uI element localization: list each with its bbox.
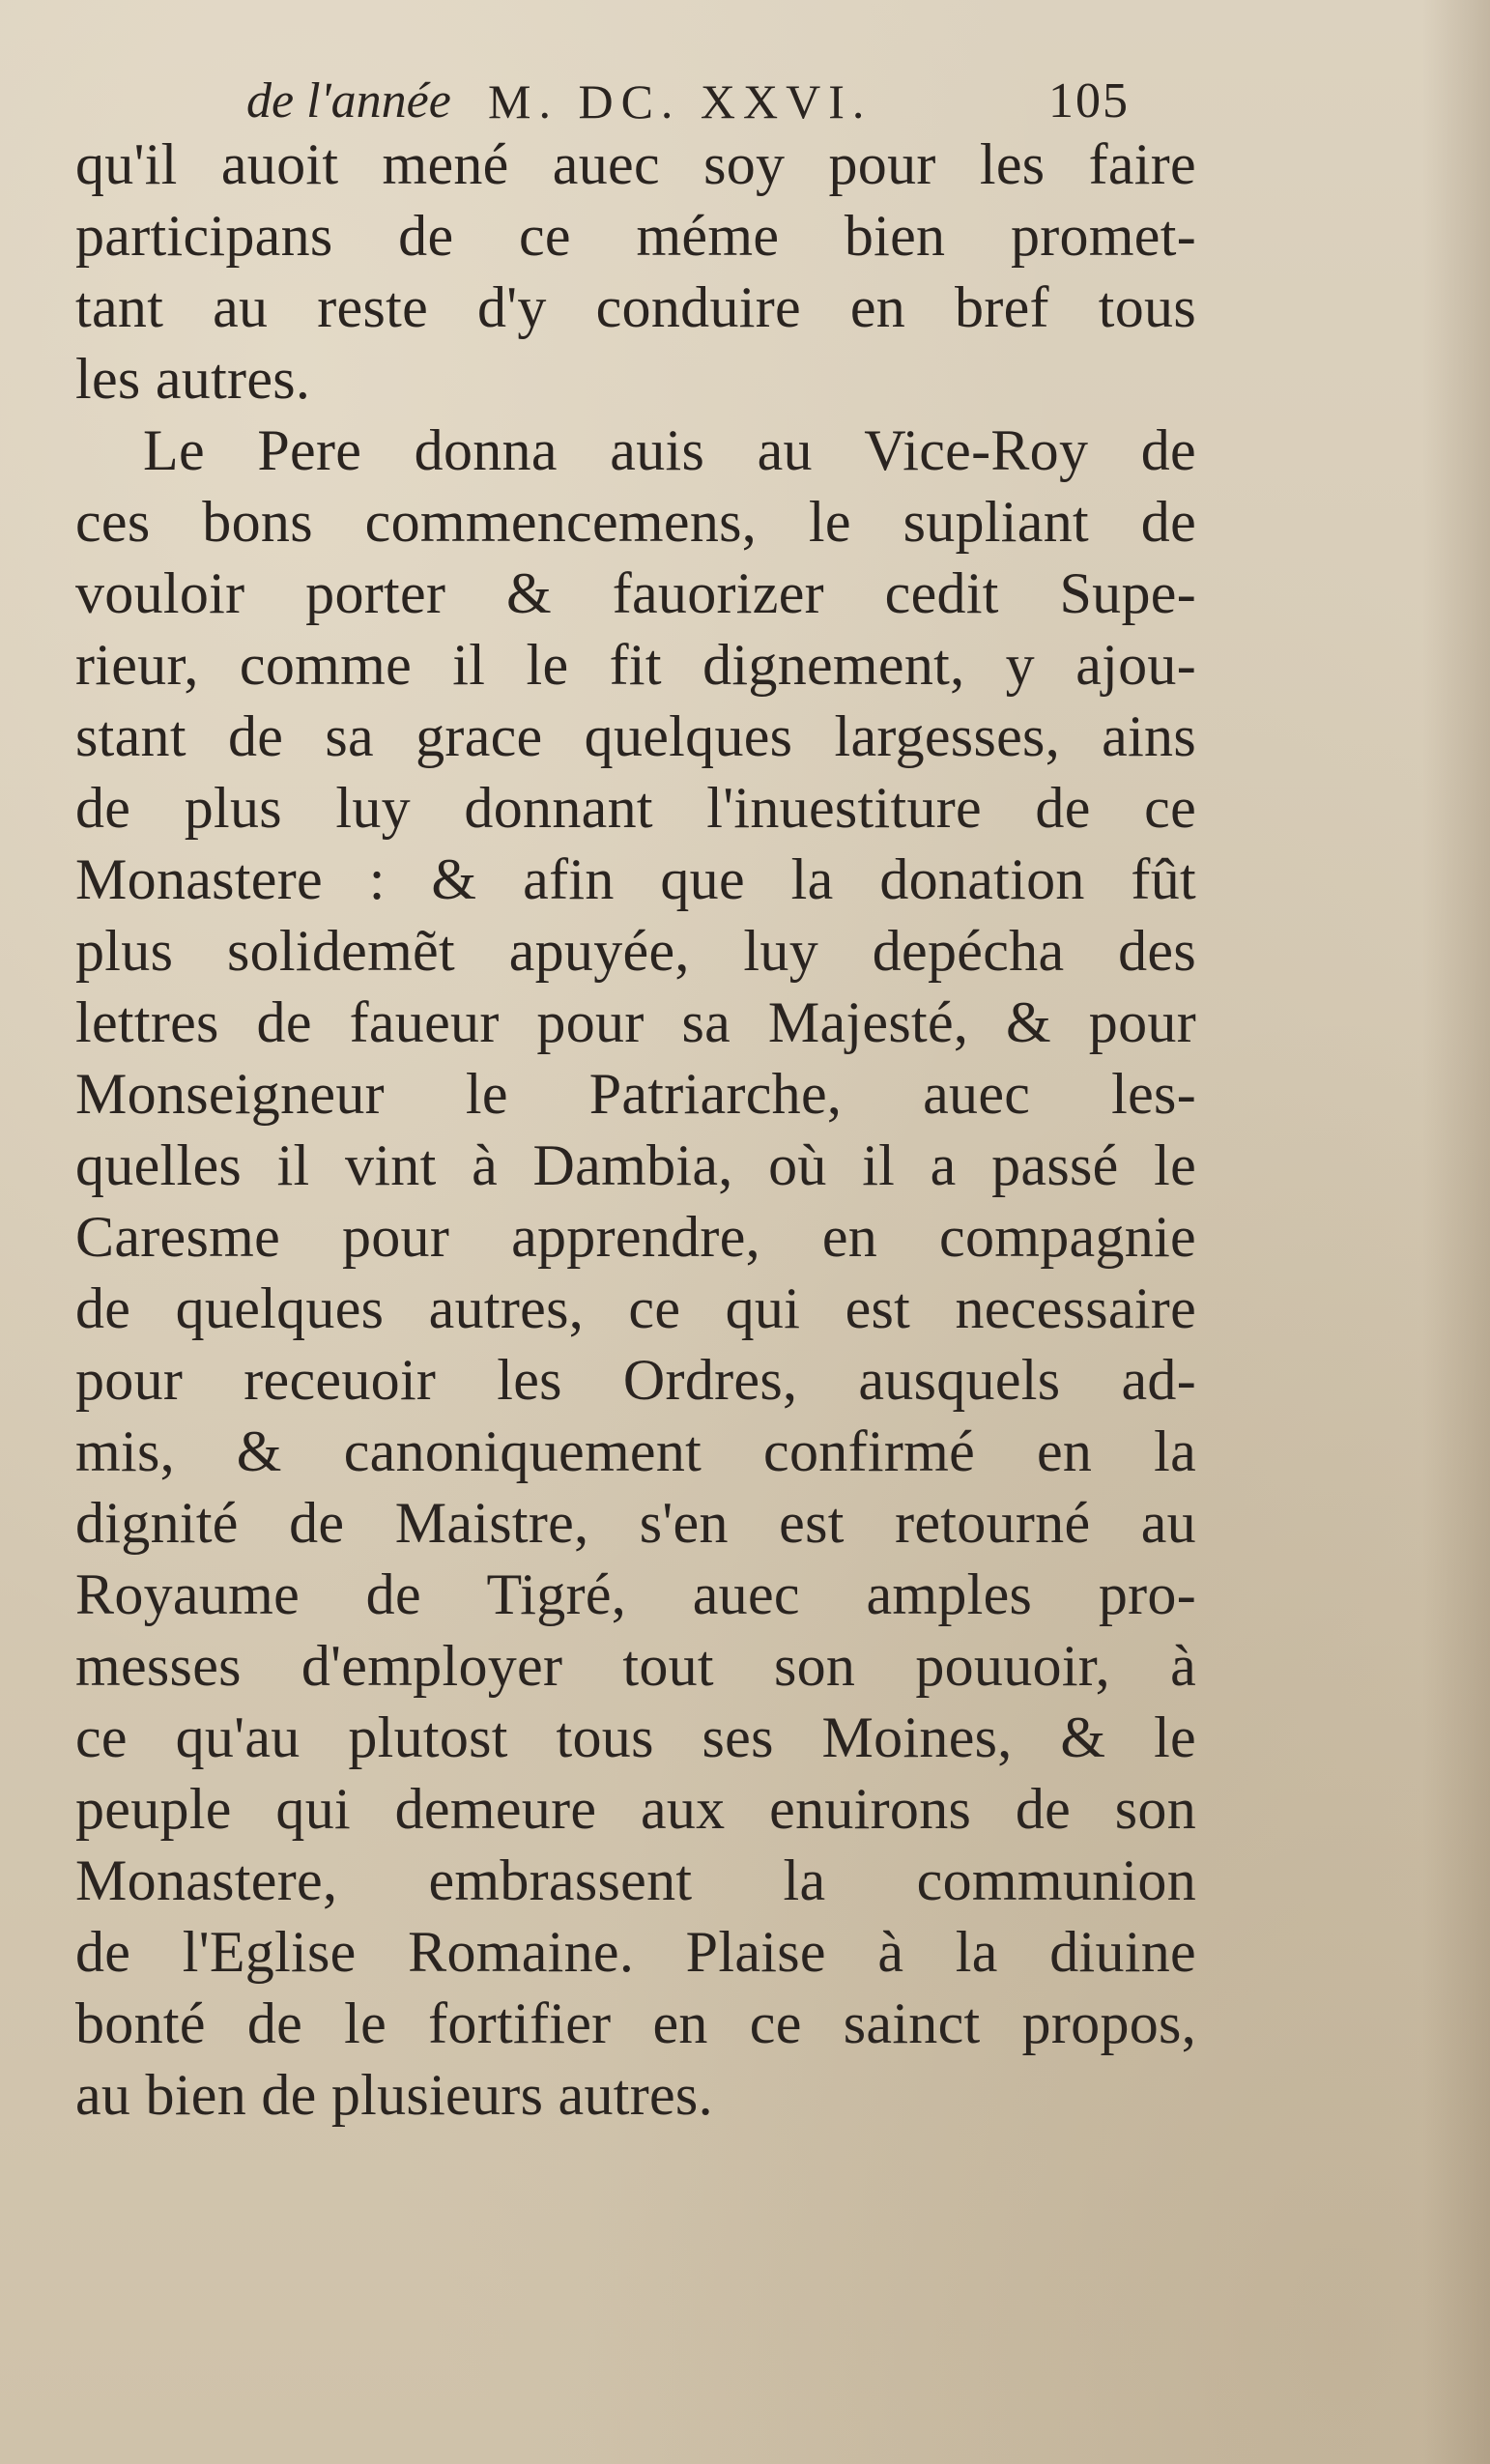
text-line: lettres de faueur pour sa Majesté, & pour bbox=[75, 990, 1196, 1054]
text-line: Monastere : & afin que la donation fût bbox=[75, 847, 1196, 911]
text-line: de l'Eglise Romaine. Plaise à la diuine bbox=[75, 1920, 1196, 1984]
text-line: qu'il auoit mené auec soy pour les faire bbox=[75, 132, 1196, 196]
body-text bbox=[75, 129, 1196, 2131]
text-line: au bien de plusieurs autres. bbox=[75, 2063, 713, 2127]
text-line: Caresme pour apprendre, en compagnie bbox=[75, 1205, 1196, 1269]
text-line: peuple qui demeure aux enuirons de son bbox=[75, 1777, 1196, 1841]
text-line: Monastere, embrassent la communion bbox=[75, 1848, 1196, 1912]
text-line: rieur, comme il le fit dignement, y ajou- bbox=[75, 633, 1196, 697]
text-line: ces bons commencemens, le supliant de bbox=[75, 490, 1196, 554]
text-line: tant au reste d'y conduire en bref tous bbox=[75, 275, 1196, 339]
page-edge-shadow bbox=[1422, 0, 1490, 2464]
page-number: 105 bbox=[1048, 73, 1130, 129]
text-line: stant de sa grace quelques largesses, ains bbox=[75, 704, 1196, 768]
text-line: mis, & canoniquement confirmé en la bbox=[75, 1419, 1196, 1483]
text-line: Le Pere donna auis au Vice-Roy de bbox=[143, 418, 1196, 482]
text-line: Monseigneur le Patriarche, auec les- bbox=[75, 1062, 1196, 1126]
text-line: plus solidemẽt apuyée, luy depécha des bbox=[75, 919, 1196, 983]
text-line: bonté de le fortifier en ce sainct propos, bbox=[75, 1991, 1196, 2055]
running-title: de l'année bbox=[246, 73, 451, 129]
text-line: participans de ce méme bien promet- bbox=[75, 204, 1196, 268]
running-head bbox=[246, 68, 1213, 135]
text-line: dignité de Maistre, s'en est retourné au bbox=[75, 1491, 1196, 1555]
text-line: pour receuoir les Ordres, ausquels ad- bbox=[75, 1348, 1196, 1412]
text-line: messes d'employer tout son pouuoir, à bbox=[75, 1634, 1196, 1698]
text-line: de plus luy donnant l'inuestiture de ce bbox=[75, 776, 1196, 840]
text-line: quelles il vint à Dambia, où il a passé le bbox=[75, 1133, 1196, 1197]
text-line: les autres. bbox=[75, 347, 311, 411]
text-line: vouloir porter & fauorizer cedit Supe- bbox=[75, 561, 1196, 625]
text-line: ce qu'au plutost tous ses Moines, & le bbox=[75, 1705, 1196, 1769]
running-year: M. DC. XXVI. bbox=[488, 74, 873, 129]
text-line: de quelques autres, ce qui est necessaire bbox=[75, 1276, 1196, 1340]
text-line: Royaume de Tigré, auec amples pro- bbox=[75, 1562, 1196, 1626]
